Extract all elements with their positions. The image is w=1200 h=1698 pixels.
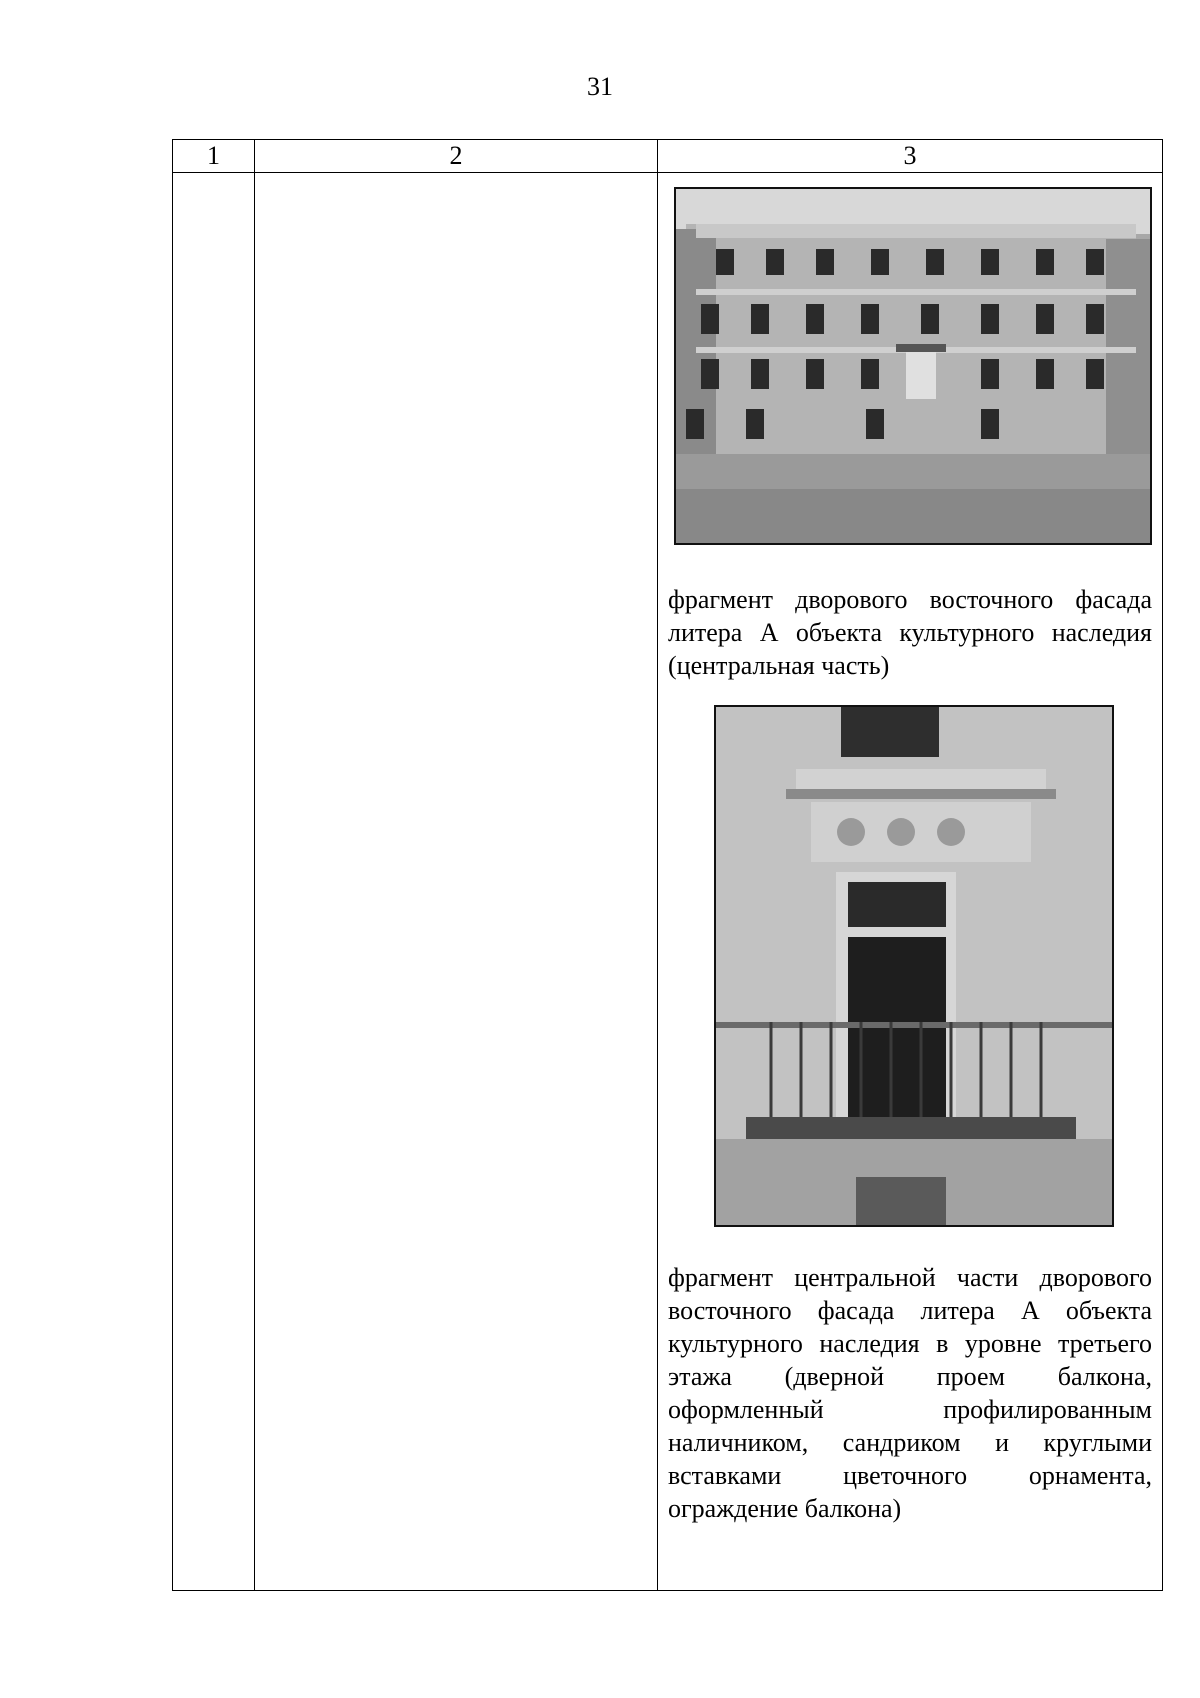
column-header-2: 2 [255,140,658,173]
cell-column-3 [658,173,1163,1591]
column-header-3: 3 [658,140,1163,173]
column-header-1: 1 [173,140,255,173]
table-row [173,173,1163,1591]
cell-column-2 [255,173,658,1591]
cell-column-1 [173,173,255,1591]
facade-photo [674,187,1152,545]
page-number: 31 [587,72,613,101]
balcony-photo-image [716,707,1112,1225]
table-header-row [173,140,1163,173]
balcony-photo [714,705,1114,1227]
photo-caption: фрагмент центральной части дворового восточного фасада литера А объекта культурного наследия в уровне третьего этажа (дверной проем балкона, оформленный профилированным наличником, сандриком и круглыми вставками цветочного орнамента, ограждение балкона) [668,1263,1152,1523]
document-table [172,139,1163,1591]
facade-photo-image [676,189,1150,543]
photo-caption: фрагмент дворового восточного фасада литера А объекта культурного наследия (центральная часть) [668,585,1152,680]
